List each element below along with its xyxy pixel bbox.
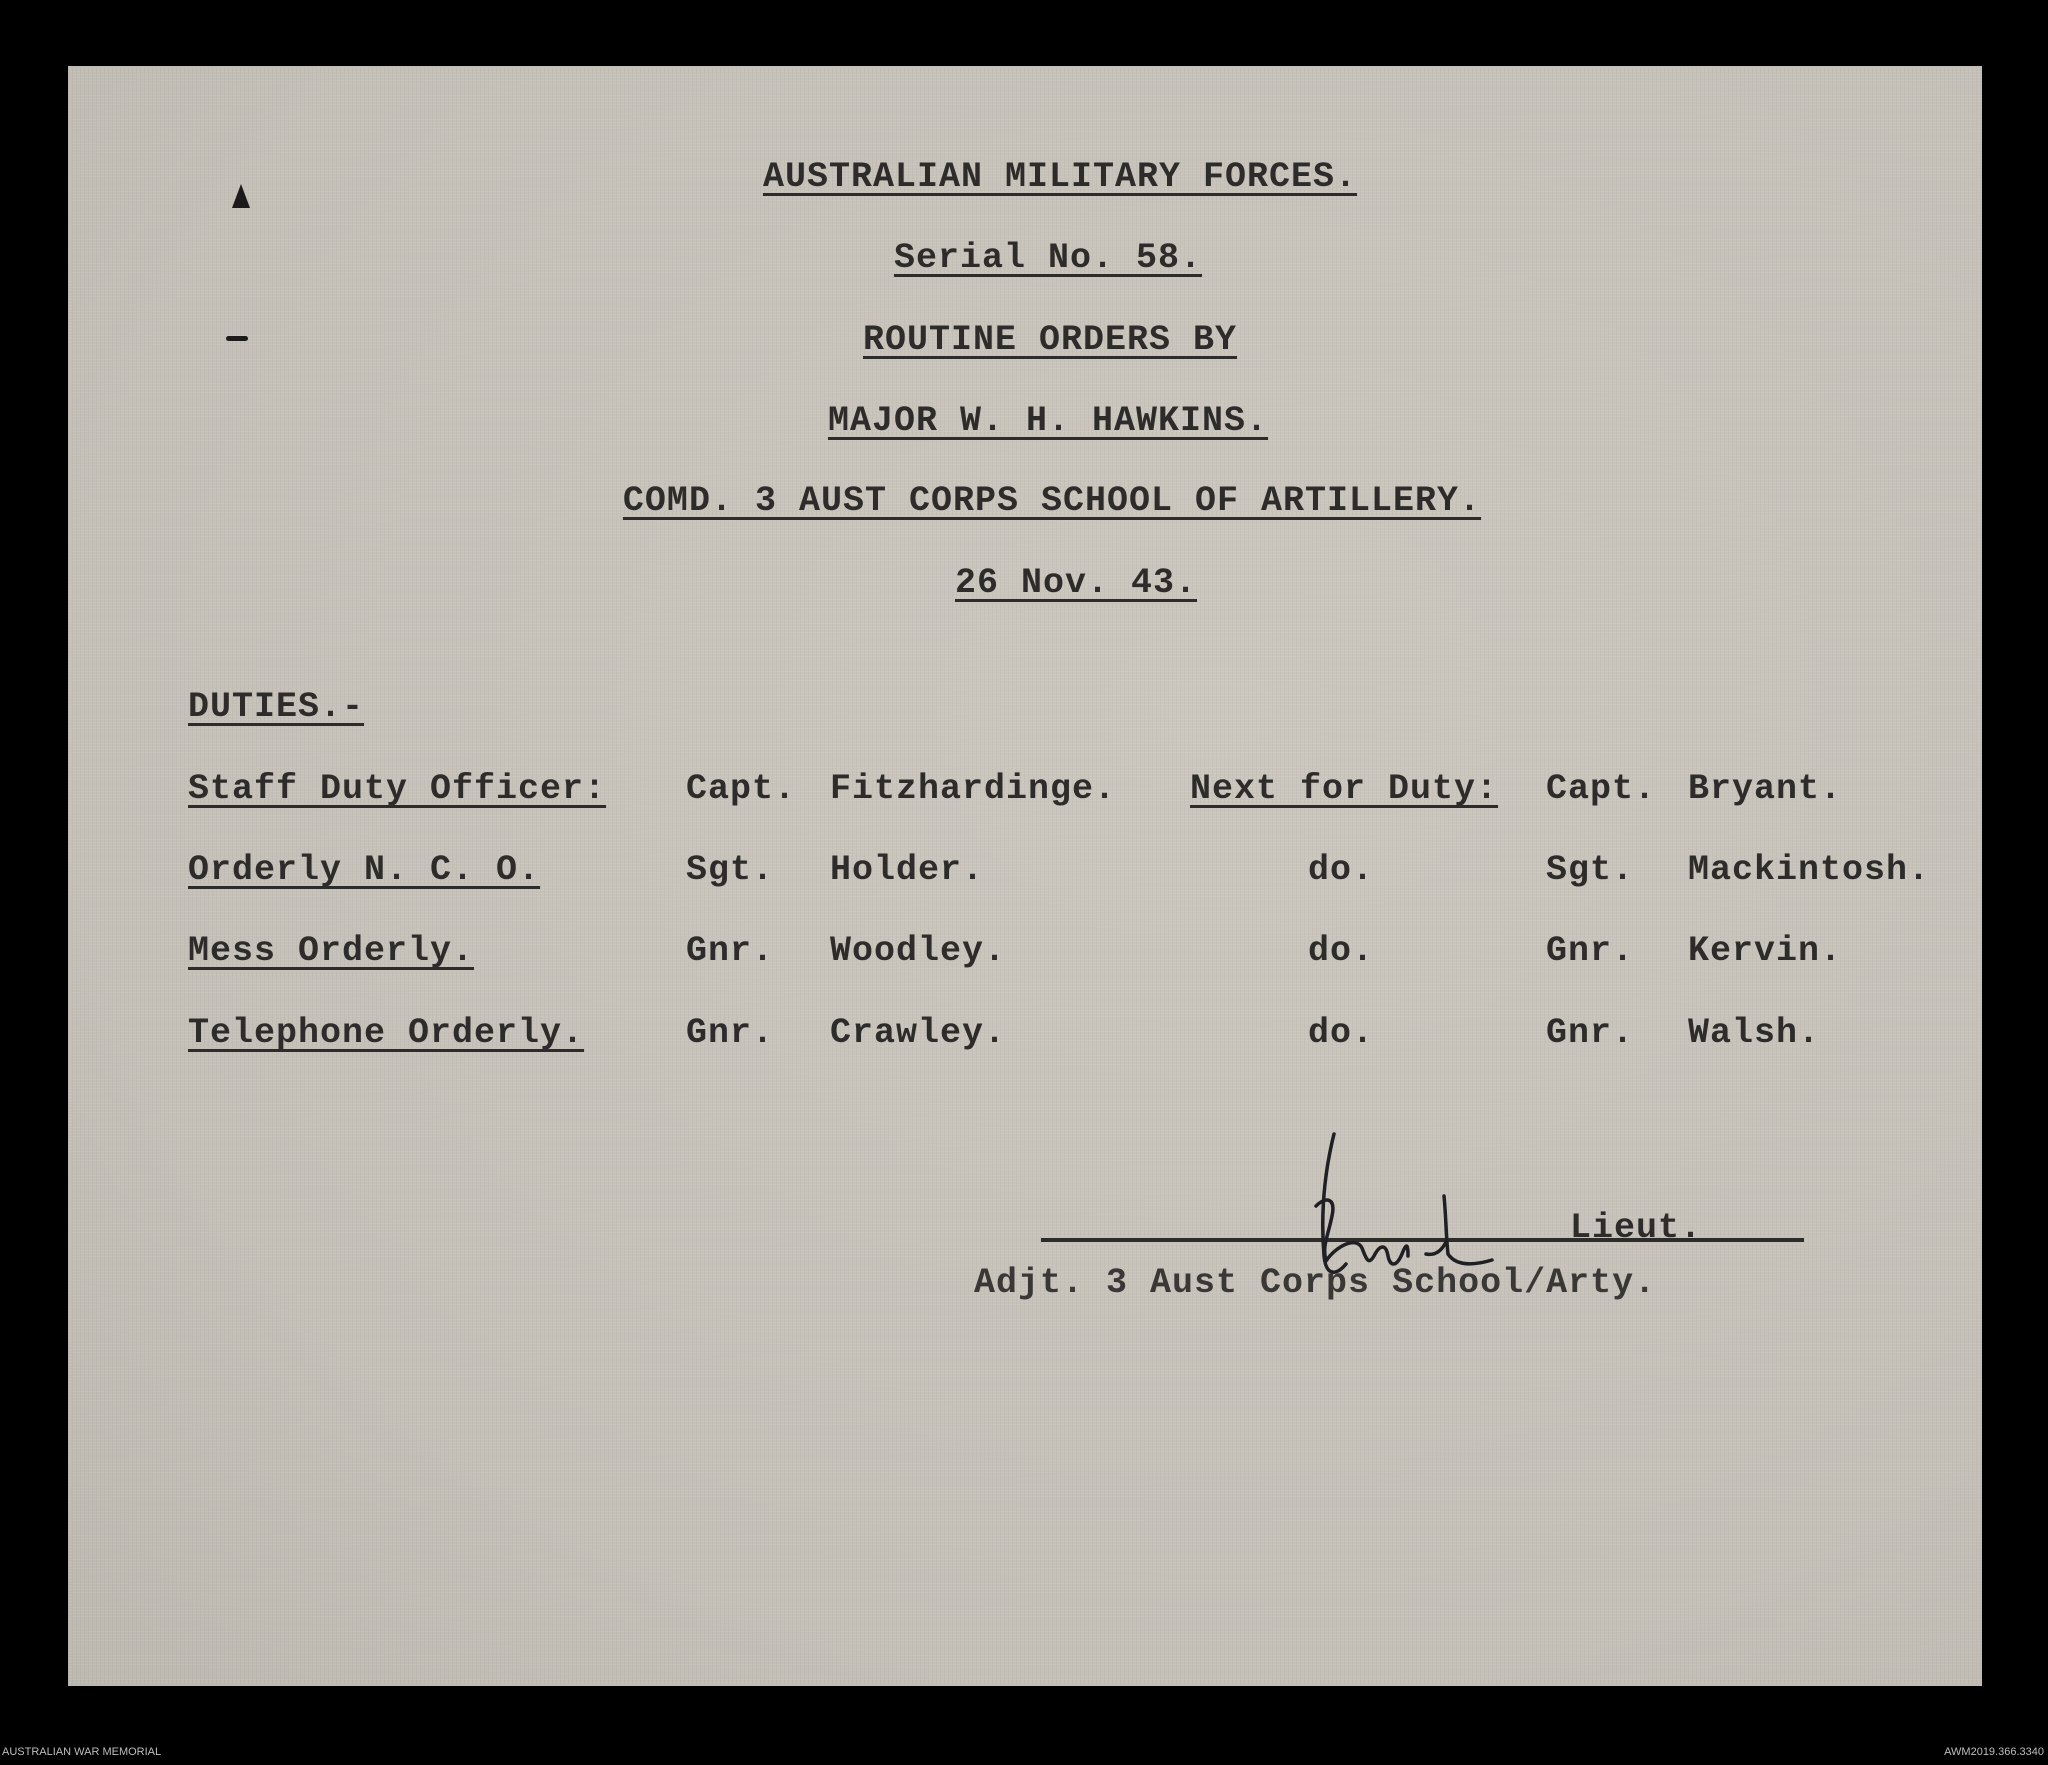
heading-command: COMD. 3 AUST CORPS SCHOOL OF ARTILLERY. xyxy=(622,481,1482,521)
duty-rank: Gnr. xyxy=(686,1013,775,1053)
heading-date: 26 Nov. 43. xyxy=(954,563,1198,603)
section-title-duties: DUTIES.- xyxy=(188,687,365,727)
paper-mark-top xyxy=(232,184,250,208)
duty-name: Crawley. xyxy=(830,1013,1007,1053)
duty-next-rank: Gnr. xyxy=(1546,1013,1635,1053)
duty-rank: Gnr. xyxy=(686,931,775,971)
duty-next-rank: Sgt. xyxy=(1546,850,1635,890)
handwritten-signature xyxy=(1296,1126,1536,1286)
duty-next-name: Mackintosh. xyxy=(1688,850,1931,890)
document-page xyxy=(68,66,1982,1686)
signature-rank: Lieut. xyxy=(1570,1208,1703,1248)
duty-name: Holder. xyxy=(830,850,985,890)
heading-serial: Serial No. 58. xyxy=(893,238,1203,278)
paper-mark-bottom xyxy=(226,336,248,341)
heading-orders: ROUTINE ORDERS BY xyxy=(862,320,1238,360)
duty-role: Orderly N. C. O. xyxy=(188,850,541,890)
heading-officer: MAJOR W. H. HAWKINS. xyxy=(827,401,1269,441)
duty-next-rank: Capt. xyxy=(1546,769,1657,809)
footer-accession-number: AWM2019.366.3340 xyxy=(1944,1746,2044,1758)
duty-role: Mess Orderly. xyxy=(188,931,475,971)
duty-name: Fitzhardinge. xyxy=(830,769,1117,809)
duty-role: Staff Duty Officer: xyxy=(188,769,607,809)
signature-title: Adjt. 3 Aust Corps School/Arty. xyxy=(974,1263,1657,1303)
duty-role: Telephone Orderly. xyxy=(188,1013,585,1053)
duty-next-name: Bryant. xyxy=(1688,769,1843,809)
duty-next-name: Kervin. xyxy=(1688,931,1843,971)
duty-next-rank: Gnr. xyxy=(1546,931,1635,971)
duty-next-label: do. xyxy=(1308,850,1375,890)
footer-credit: AUSTRALIAN WAR MEMORIAL xyxy=(2,1746,162,1758)
duty-name: Woodley. xyxy=(830,931,1007,971)
duty-rank: Sgt. xyxy=(686,850,775,890)
duty-rank: Capt. xyxy=(686,769,797,809)
duty-next-label: do. xyxy=(1308,1013,1375,1053)
duty-next-label: Next for Duty: xyxy=(1190,769,1499,809)
heading-forces: AUSTRALIAN MILITARY FORCES. xyxy=(762,157,1358,197)
duty-next-label: do. xyxy=(1308,931,1375,971)
duty-next-name: Walsh. xyxy=(1688,1013,1821,1053)
